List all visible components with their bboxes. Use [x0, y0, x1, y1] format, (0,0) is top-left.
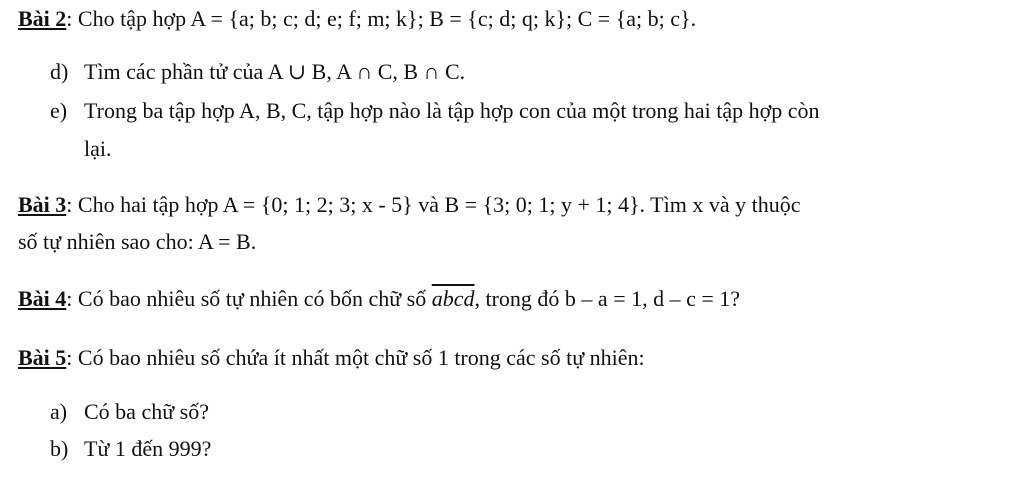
bai5-statement — [18, 343, 645, 373]
bai4-text-after: , trong đó b – a = 1, d – c = 1? — [474, 286, 741, 311]
bai4-statement — [18, 284, 740, 314]
bai2-item-d — [50, 57, 465, 87]
bai4-text-before: : Có bao nhiêu số tự nhiên có bốn chữ số — [66, 286, 432, 311]
bai5-item-a-marker: a) — [50, 399, 68, 424]
bai3-text: : Cho hai tập hợp A = {0; 1; 2; 3; x - 5} và B = {3; 0; 1; y + 1; 4}. Tìm x và y thuộc — [66, 192, 801, 217]
bai2-item-d-marker: d) — [50, 59, 69, 84]
bai2-item-e-marker: e) — [50, 98, 68, 123]
bai2-heading: Bài 2 — [18, 6, 67, 31]
bai5-item-b — [50, 434, 211, 464]
bai5-text: : Có bao nhiêu số chứa ít nhất một chữ số 1 trong các số tự nhiên: — [66, 345, 645, 370]
bai5-item-b-marker: b) — [50, 436, 69, 461]
bai2-item-e-continuation: lại. — [84, 136, 112, 161]
bai4-heading: Bài 4 — [18, 286, 67, 311]
bai2-statement — [18, 4, 696, 34]
bai2-item-d-text: Tìm các phần tử của A ∪ B, A ∩ C, B ∩ C. — [84, 59, 466, 84]
bai5-item-b-text: Từ 1 đến 999? — [84, 436, 212, 461]
bai2-item-e-text: Trong ba tập hợp A, B, C, tập hợp nào là tập hợp con của một trong hai tập hợp còn — [84, 98, 820, 123]
bai5-item-a-text: Có ba chữ số? — [84, 399, 209, 424]
bai3-heading: Bài 3 — [18, 192, 67, 217]
bai2-item-e — [50, 96, 820, 126]
bai2-text: : Cho tập hợp A = {a; b; c; d; e; f; m; k}; B = {c; d; q; k}; C = {a; b; c}. — [66, 6, 697, 31]
bai5-heading: Bài 5 — [18, 345, 67, 370]
bai3-continuation: số tự nhiên sao cho: A = B. — [18, 229, 257, 254]
bai5-item-a — [50, 397, 209, 427]
bai3-statement — [18, 190, 800, 220]
bai4-number-abcd: abcd — [431, 286, 475, 311]
